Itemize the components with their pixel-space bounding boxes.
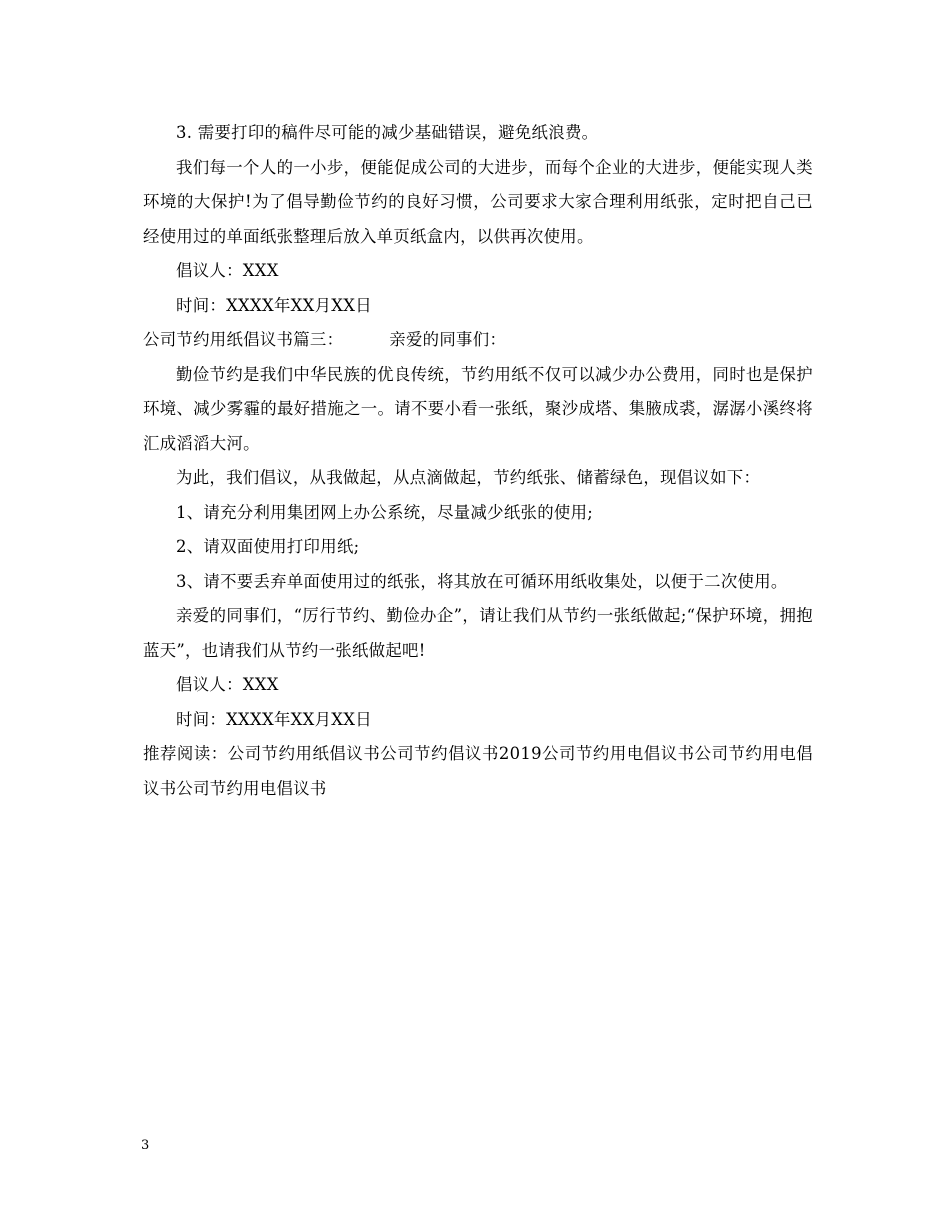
- document-body: [143, 116, 813, 806]
- date-line-2: 时间：XXXX年XX月XX日: [176, 709, 372, 729]
- paragraph-closing: 亲爱的同事们，“厉行节约、勤俭办企”，请让我们从节约一张纸做起;“保护环境，拥抱蓝天”，也请我们从节约一张纸做起吧!: [143, 606, 813, 660]
- recommended-reading: 推荐阅读：公司节约用纸倡议书公司节约倡议书2019公司节约用电倡议书公司节约用电倡议书公司节约用电倡议书: [143, 744, 813, 798]
- paragraph-proposal: 为此，我们倡议，从我做起，从点滴做起，节约纸张、储蓄绿色，现倡议如下：: [176, 468, 761, 487]
- salutation: 亲爱的同事们：: [389, 330, 507, 349]
- paragraph-item-3: 3. 需要打印的稿件尽可能的减少基础错误，避免纸浪费。: [176, 123, 599, 142]
- paragraph-intro: 我们每一个人的一小步，便能促成公司的大进步，而每个企业的大进步，便能实现人类环境的大保护!为了倡导勤俭节约的良好习惯，公司要求大家合理利用纸张，定时把自己已经使用过的单面纸张整理后放入单页纸盒内，以供再次使用。: [143, 157, 813, 246]
- date-line: 时间：XXXX年XX月XX日: [176, 295, 372, 315]
- proposal-item-3: 3、请不要丢弃单面使用过的纸张，将其放在可循环用纸收集处，以便于二次使用。: [176, 571, 788, 591]
- section-heading: 公司节约用纸倡议书篇三：: [143, 330, 344, 349]
- proposal-item-1: 1、请充分利用集团网上办公系统，尽量减少纸张的使用;: [176, 502, 594, 522]
- proposer-line: 倡议人：XXX: [176, 261, 279, 280]
- page-number: 3: [141, 1138, 150, 1153]
- section-heading-line: [143, 323, 813, 358]
- proposer-line-2: 倡议人：XXX: [176, 675, 279, 694]
- paragraph-tradition: 勤俭节约是我们中华民族的优良传统，节约用纸不仅可以减少办公费用，同时也是保护环境、减少雾霾的最好措施之一。请不要小看一张纸，聚沙成塔、集腋成裘，潺潺小溪终将汇成滔滔大河。: [143, 364, 813, 453]
- proposal-item-2: 2、请双面使用打印用纸;: [176, 537, 360, 556]
